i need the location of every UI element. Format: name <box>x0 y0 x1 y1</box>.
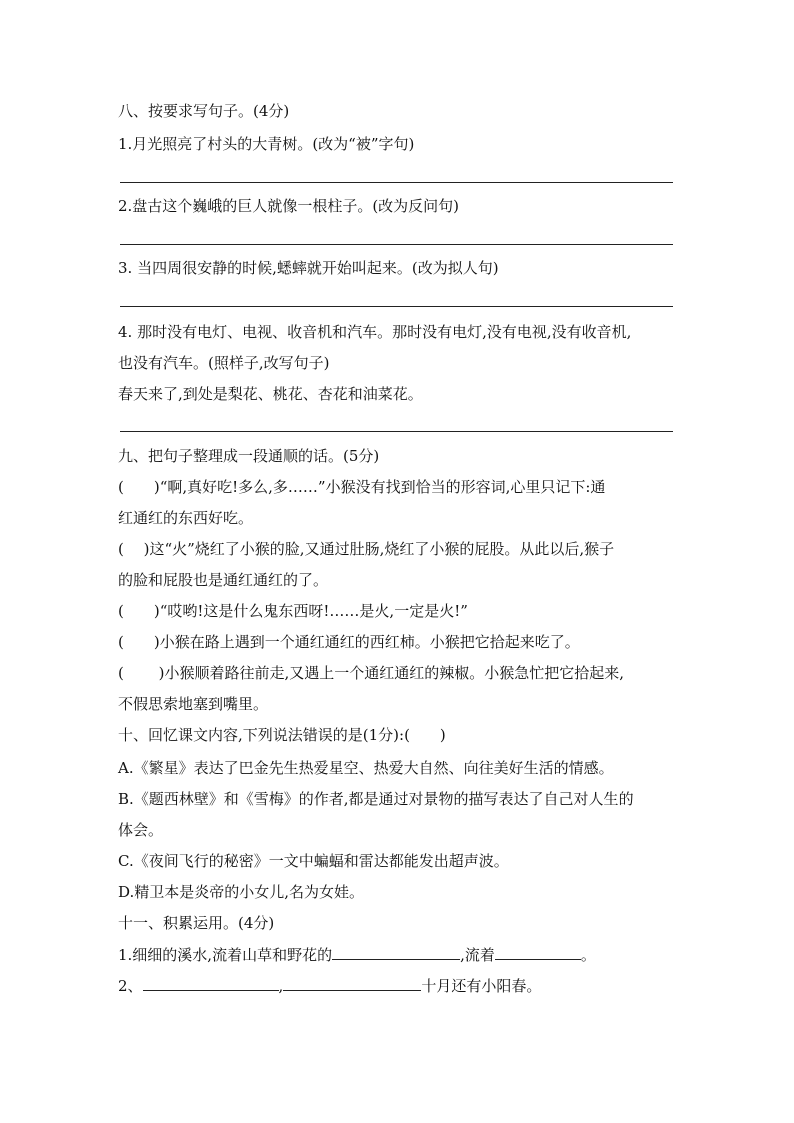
s11-q2-text-a: 2、 <box>118 977 143 995</box>
s11-q2-text-c: 十月还有小阳春。 <box>421 977 542 995</box>
s11-q2-text-b: , <box>278 977 284 995</box>
section-11-title: 十一、积累运用。(4分) <box>118 914 275 932</box>
s9-item-5-line-1: ( )小猴顺着路往前走,又遇上一个通红通红的辣椒。小猴急忙把它拾起来, <box>118 664 625 682</box>
s8-question-4-line-3: 春天来了,到处是梨花、桃花、杏花和油菜花。 <box>118 385 423 403</box>
answer-line-3[interactable] <box>120 306 673 307</box>
s11-q1-text-b: ,流着 <box>460 946 495 964</box>
fill-blank-2[interactable] <box>495 945 581 960</box>
answer-line-1[interactable] <box>120 182 673 183</box>
s8-question-2: 2.盘古这个巍峨的巨人就像一根柱子。(改为反问句) <box>118 197 460 215</box>
fill-blank-1[interactable] <box>332 945 460 960</box>
s9-item-3: ( )“哎哟!这是什么鬼东西呀!……是火,一定是火!” <box>118 602 468 620</box>
s8-question-4-line-1: 4. 那时没有电灯、电视、收音机和汽车。那时没有电灯,没有电视,没有收音机, <box>118 323 632 341</box>
s11-q1-text-c: 。 <box>580 946 596 964</box>
s10-option-b-line-1: B.《题西林壁》和《雪梅》的作者,都是通过对景物的描写表达了自己对人生的 <box>118 790 634 808</box>
section-8-title: 八、按要求写句子。(4分) <box>118 102 290 120</box>
section-10-title: 十、回忆课文内容,下列说法错误的是(1分):( ) <box>118 726 446 744</box>
s11-q1-text-a: 1.细细的溪水,流着山草和野花的 <box>118 946 333 964</box>
s9-item-2-line-1: ( )这“火”烧红了小猴的脸,又通过肚肠,烧红了小猴的屁股。从此以后,猴子 <box>118 540 615 558</box>
fill-blank-4[interactable] <box>283 976 421 991</box>
s8-question-1: 1.月光照亮了村头的大青树。(改为“被”字句) <box>118 135 415 153</box>
s9-item-5-line-2: 不假思索地塞到嘴里。 <box>118 695 269 713</box>
s9-item-1-line-1: ( )“啊,真好吃!多么,多……”小猴没有找到恰当的形容词,心里只记下:通 <box>118 478 606 496</box>
s9-item-4: ( )小猴在路上遇到一个通红通红的西红柿。小猴把它拾起来吃了。 <box>118 633 580 651</box>
s10-option-a: A.《繁星》表达了巴金先生热爱星空、热爱大自然、向往美好生活的情感。 <box>118 759 614 777</box>
s9-item-1-line-2: 红通红的东西好吃。 <box>118 509 254 527</box>
s10-option-b-line-2: 体会。 <box>118 821 164 839</box>
s9-item-2-line-2: 的脸和屁股也是通红通红的了。 <box>118 571 329 589</box>
answer-line-2[interactable] <box>120 244 673 245</box>
section-9-title: 九、把句子整理成一段通顺的话。(5分) <box>118 447 380 465</box>
s11-question-1 <box>118 945 678 965</box>
s8-question-3: 3. 当四周很安静的时候,蟋蟀就开始叫起来。(改为拟人句) <box>118 259 499 277</box>
fill-blank-3[interactable] <box>143 976 279 991</box>
s10-option-c: C.《夜间飞行的秘密》一文中蝙蝠和雷达都能发出超声波。 <box>118 852 509 870</box>
answer-line-4[interactable] <box>120 431 673 432</box>
s10-option-d: D.精卫本是炎帝的小女儿,名为女娃。 <box>118 883 365 901</box>
s8-question-4-line-2: 也没有汽车。(照样子,改写句子) <box>118 354 330 372</box>
s11-question-2 <box>118 976 678 996</box>
